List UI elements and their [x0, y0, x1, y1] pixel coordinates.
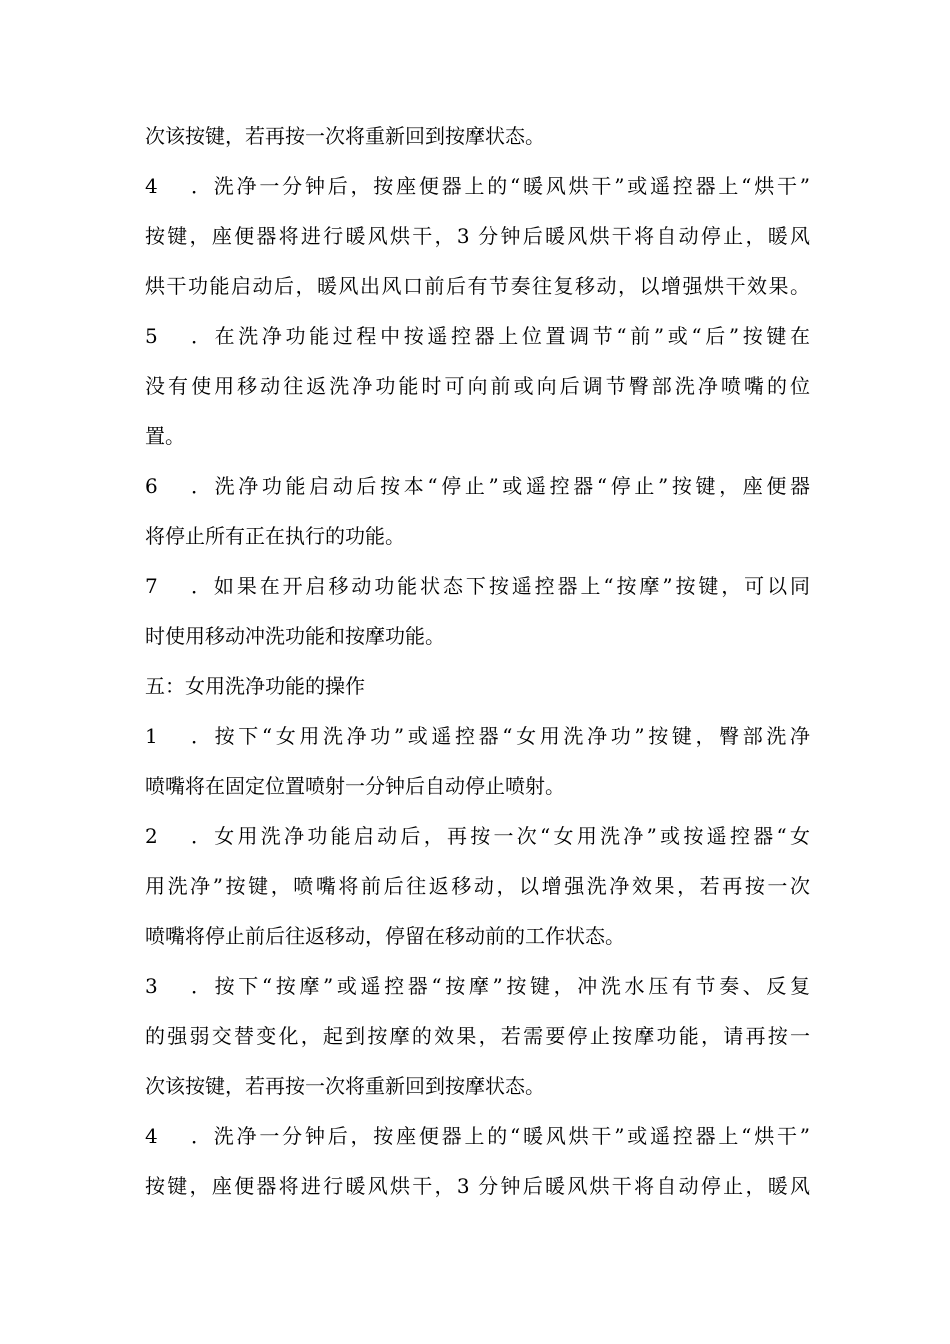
line-text: 将停止所有正在执行的功能。	[145, 524, 405, 548]
item-number: 5．	[145, 324, 211, 348]
line-text: 按键，座便器将进行暖风烘干，3 分钟后暖风烘干将自动停止，暖风	[145, 1174, 810, 1198]
list-item	[145, 469, 810, 519]
line-text: 如果在开启移动功能状态下按遥控器上“按摩”按键，可以同	[211, 574, 810, 598]
text-line	[145, 219, 810, 269]
line-text: 时使用移动冲洗功能和按摩功能。	[145, 624, 445, 648]
list-item	[145, 319, 810, 369]
list-item	[145, 819, 810, 869]
text-line	[145, 419, 810, 469]
list-item	[145, 169, 810, 219]
text-line	[145, 519, 810, 569]
line-text: 没有使用移动往返洗净功能时可向前或向后调节臀部洗净喷嘴的位	[145, 374, 810, 398]
line-text: 洗净一分钟后，按座便器上的“暖风烘干”或遥控器上“烘干”	[211, 1124, 810, 1148]
line-text: 喷嘴将停止前后往返移动，停留在移动前的工作状态。	[145, 924, 625, 948]
line-text: 的强弱交替变化，起到按摩的效果，若需要停止按摩功能，请再按一	[145, 1024, 810, 1048]
text-line	[145, 1019, 810, 1069]
item-number: 4．	[145, 174, 211, 198]
item-number: 7．	[145, 574, 211, 598]
list-item	[145, 719, 810, 769]
list-item	[145, 1119, 810, 1169]
heading-text: 五：女用洗净功能的操作	[145, 674, 365, 698]
line-text: 用洗净”按键，喷嘴将前后往返移动，以增强洗净效果，若再按一次	[145, 874, 810, 898]
line-text: 洗净一分钟后，按座便器上的“暖风烘干”或遥控器上“烘干”	[211, 174, 810, 198]
text-line	[145, 1169, 810, 1219]
section-heading	[145, 669, 810, 719]
text-line	[145, 619, 810, 669]
text-line	[145, 269, 810, 319]
line-text: 按下“女用洗净功”或遥控器“女用洗净功”按键，臀部洗净	[211, 724, 810, 748]
line-text: 喷嘴将在固定位置喷射一分钟后自动停止喷射。	[145, 774, 565, 798]
line-text: 在洗净功能过程中按遥控器上位置调节“前”或“后”按键在	[211, 324, 810, 348]
item-number: 4．	[145, 1124, 211, 1148]
text-line	[145, 1069, 810, 1119]
text-line	[145, 919, 810, 969]
text-line	[145, 369, 810, 419]
item-number: 1．	[145, 724, 211, 748]
line-text: 女用洗净功能启动后，再按一次“女用洗净”或按遥控器“女	[211, 824, 810, 848]
line-text: 按键，座便器将进行暖风烘干，3 分钟后暖风烘干将自动停止，暖风	[145, 224, 810, 248]
text-line	[145, 869, 810, 919]
line-text: 置。	[145, 424, 185, 448]
line-text: 次该按键，若再按一次将重新回到按摩状态。	[145, 1074, 545, 1098]
list-item	[145, 569, 810, 619]
item-number: 6．	[145, 474, 211, 498]
list-item	[145, 969, 810, 1019]
text-line	[145, 769, 810, 819]
item-number: 2．	[145, 824, 211, 848]
line-text: 洗净功能启动后按本“停止”或遥控器“停止”按键，座便器	[211, 474, 810, 498]
line-text: 次该按键，若再按一次将重新回到按摩状态。	[145, 124, 545, 148]
item-number: 3．	[145, 974, 211, 998]
text-line	[145, 119, 810, 169]
line-text: 烘干功能启动后，暖风出风口前后有节奏往复移动，以增强烘干效果。	[145, 274, 810, 298]
line-text: 按下“按摩”或遥控器“按摩”按键，冲洗水压有节奏、反复	[211, 974, 810, 998]
